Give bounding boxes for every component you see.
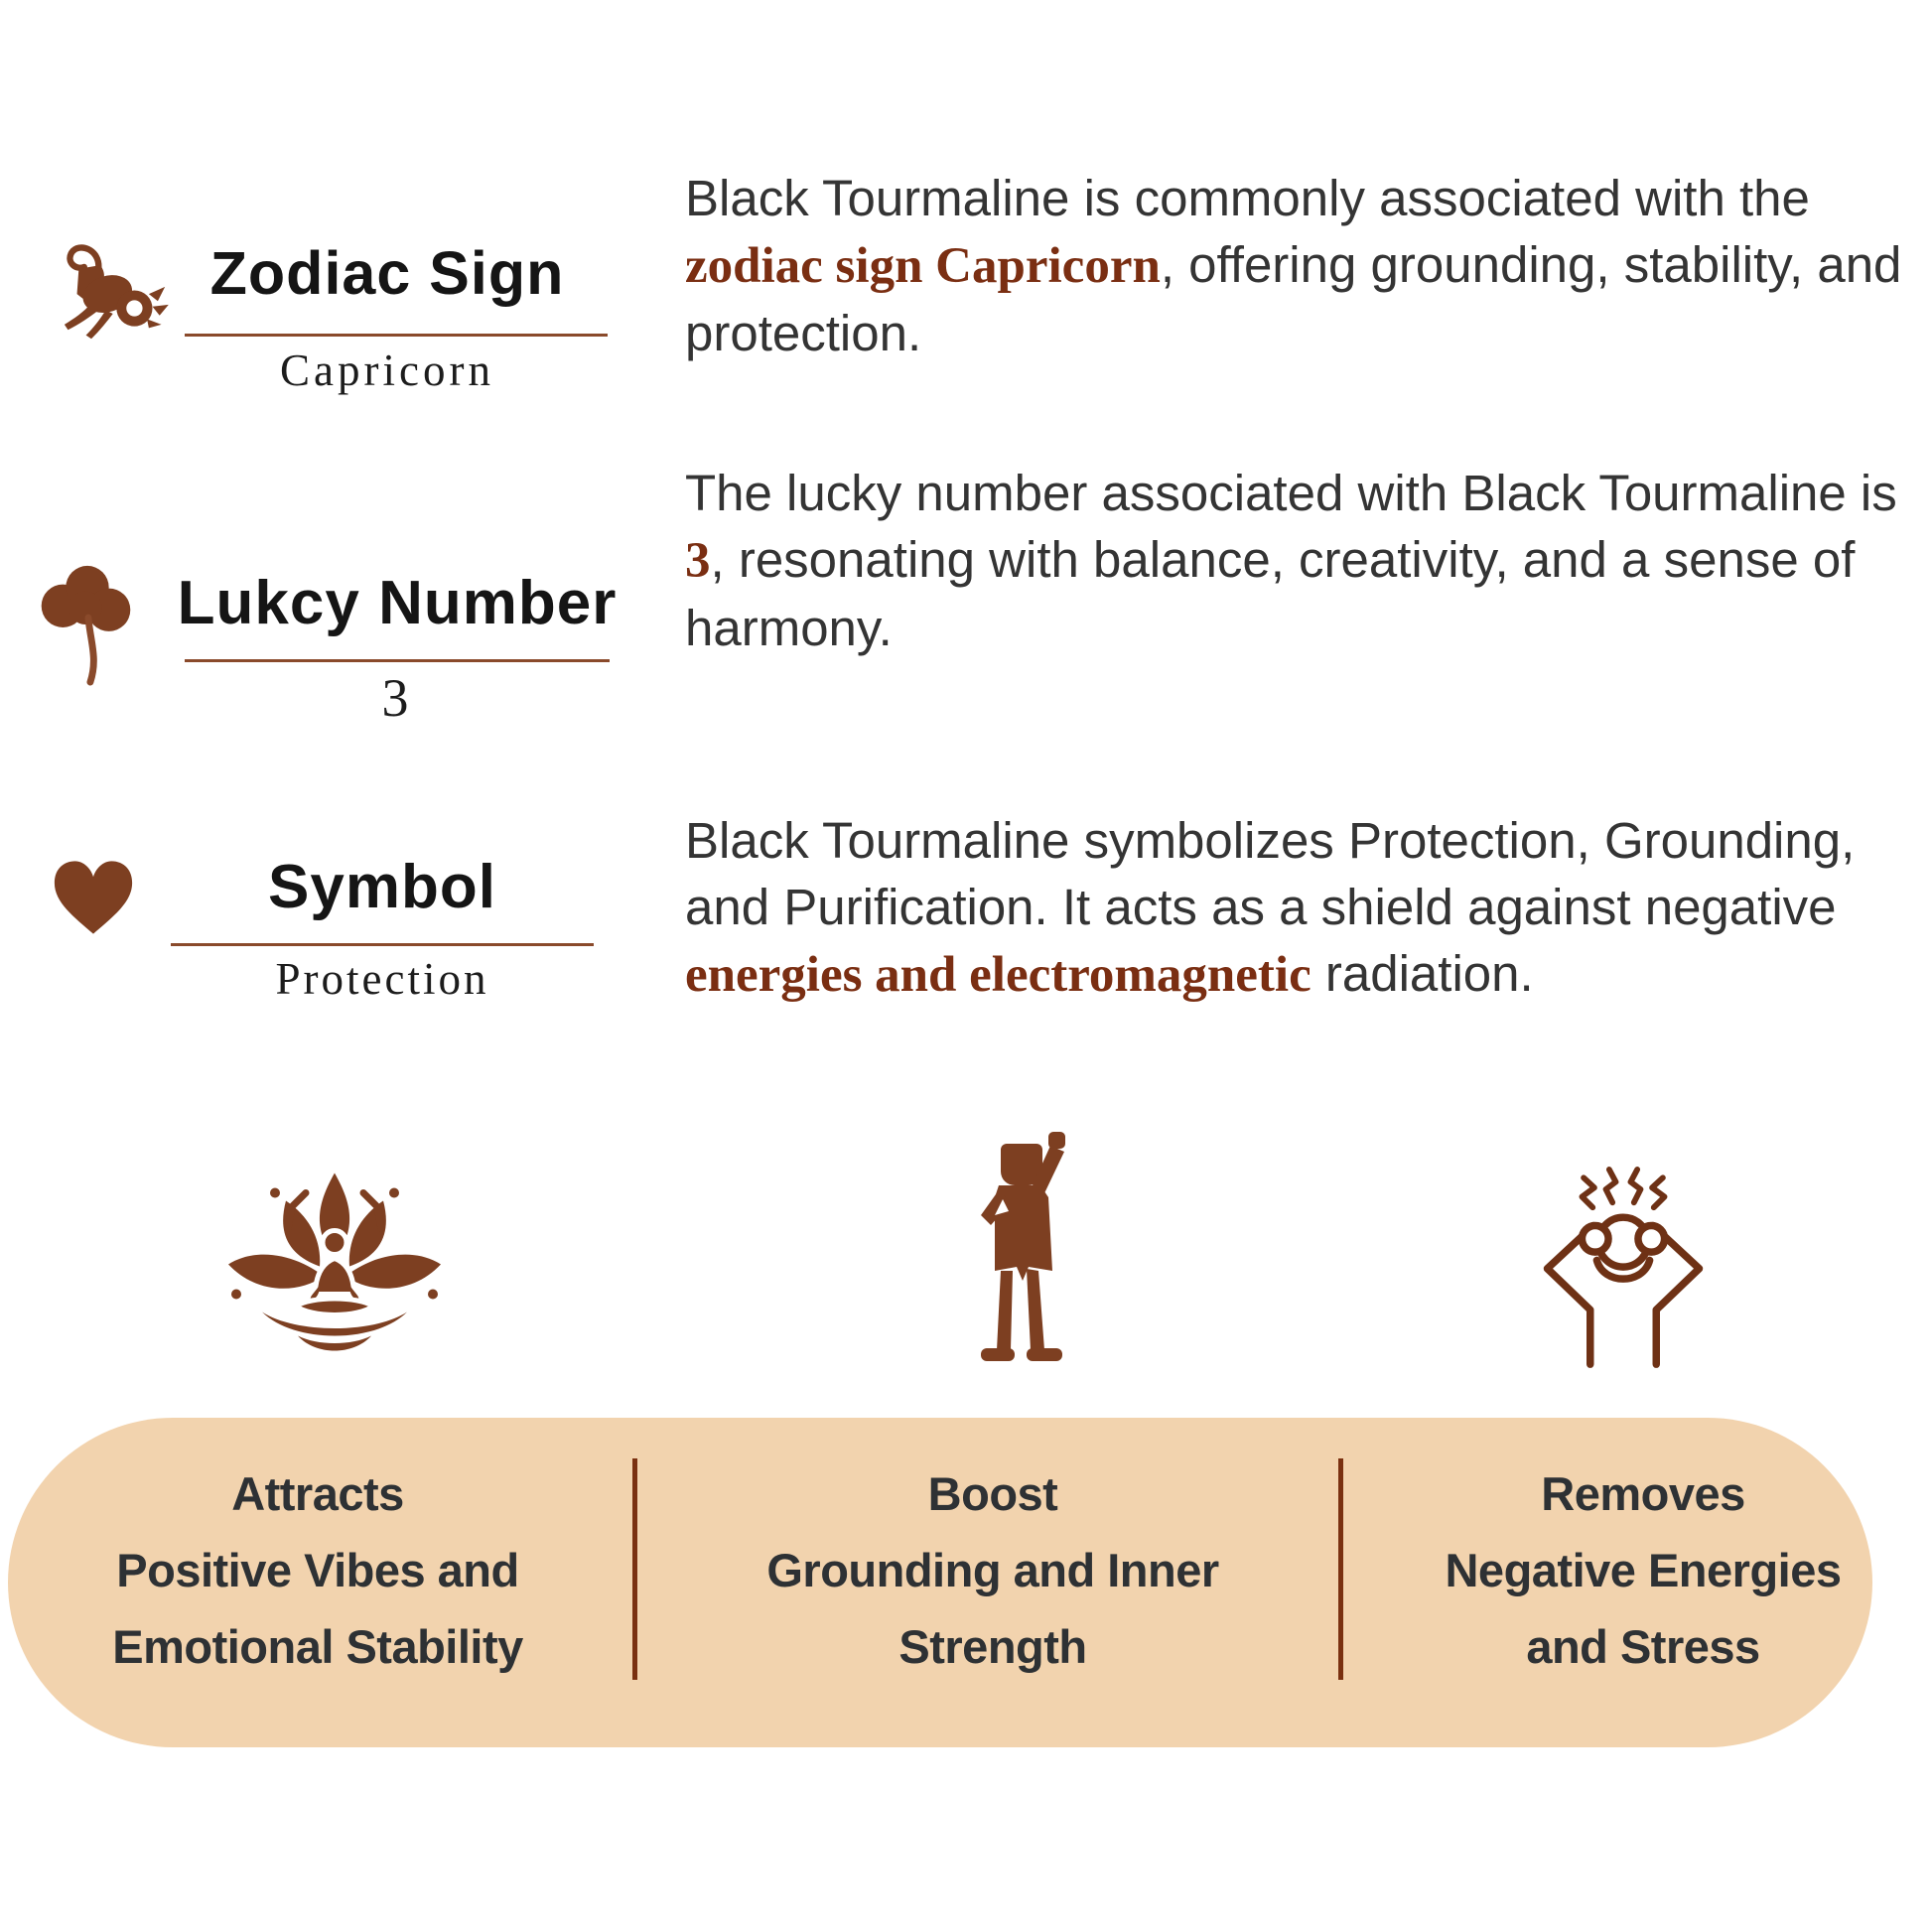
- zodiac-underline: [185, 334, 608, 337]
- stressed-person-icon: [1524, 1160, 1723, 1370]
- paragraph-lucky-number: [685, 460, 1916, 661]
- zodiac-sign-label: Zodiac Sign: [209, 239, 565, 307]
- symbol-underline: [171, 943, 594, 946]
- benefit-attracts-line2: Positive Vibes and: [116, 1544, 519, 1596]
- benefit-boost: [685, 1455, 1301, 1685]
- clover-icon: [30, 561, 141, 688]
- benefit-removes: [1370, 1455, 1916, 1685]
- lotus-meditation-icon: [220, 1150, 449, 1383]
- heart-icon: [50, 858, 137, 937]
- benefit-attracts-line1: Attracts: [231, 1467, 404, 1520]
- benefit-boost-line1: Boost: [927, 1467, 1058, 1520]
- paragraph-lucky-highlight: 3: [685, 533, 711, 589]
- paragraph-symbol: [685, 807, 1916, 1009]
- benefit-boost-line2: Grounding and Inner: [766, 1544, 1219, 1596]
- lucky-number-label: Lukcy Number: [177, 569, 618, 637]
- paragraph-symbol-pre: Black Tourmaline symbolizes Protection, Grounding, and Purification. It acts as a shield against negative: [685, 812, 1856, 935]
- paragraph-lucky-pre: The lucky number associated with Black Tourmaline is: [685, 465, 1897, 521]
- lucky-number-value: 3: [381, 668, 413, 728]
- symbol-label: Symbol: [268, 853, 496, 921]
- benefit-removes-line1: Removes: [1541, 1467, 1745, 1520]
- paragraph-zodiac-post: , offering grounding, stability, and protection.: [685, 236, 1902, 361]
- paragraph-zodiac-highlight: zodiac sign Capricorn: [685, 238, 1161, 294]
- symbol-value: Protection: [275, 954, 489, 1004]
- banner-divider-right: [1338, 1458, 1343, 1680]
- lucky-number-underline: [185, 659, 610, 662]
- benefit-removes-line3: and Stress: [1526, 1620, 1760, 1673]
- zodiac-sign-value: Capricorn: [280, 345, 494, 395]
- benefit-attracts-line3: Emotional Stability: [112, 1620, 523, 1673]
- strength-person-icon: [965, 1130, 1079, 1378]
- benefit-removes-line2: Negative Energies: [1445, 1544, 1842, 1596]
- paragraph-symbol-post: radiation.: [1311, 945, 1534, 1002]
- paragraph-zodiac-pre: Black Tourmaline is commonly associated with the: [685, 170, 1810, 226]
- banner-divider-left: [632, 1458, 637, 1680]
- benefit-boost-line3: Strength: [898, 1620, 1087, 1673]
- paragraph-lucky-post: , resonating with balance, creativity, and a sense of harmony.: [685, 531, 1856, 656]
- paragraph-symbol-highlight: energies and electromagnetic: [685, 947, 1311, 1003]
- benefit-attracts: [40, 1455, 596, 1685]
- paragraph-zodiac: [685, 165, 1916, 366]
